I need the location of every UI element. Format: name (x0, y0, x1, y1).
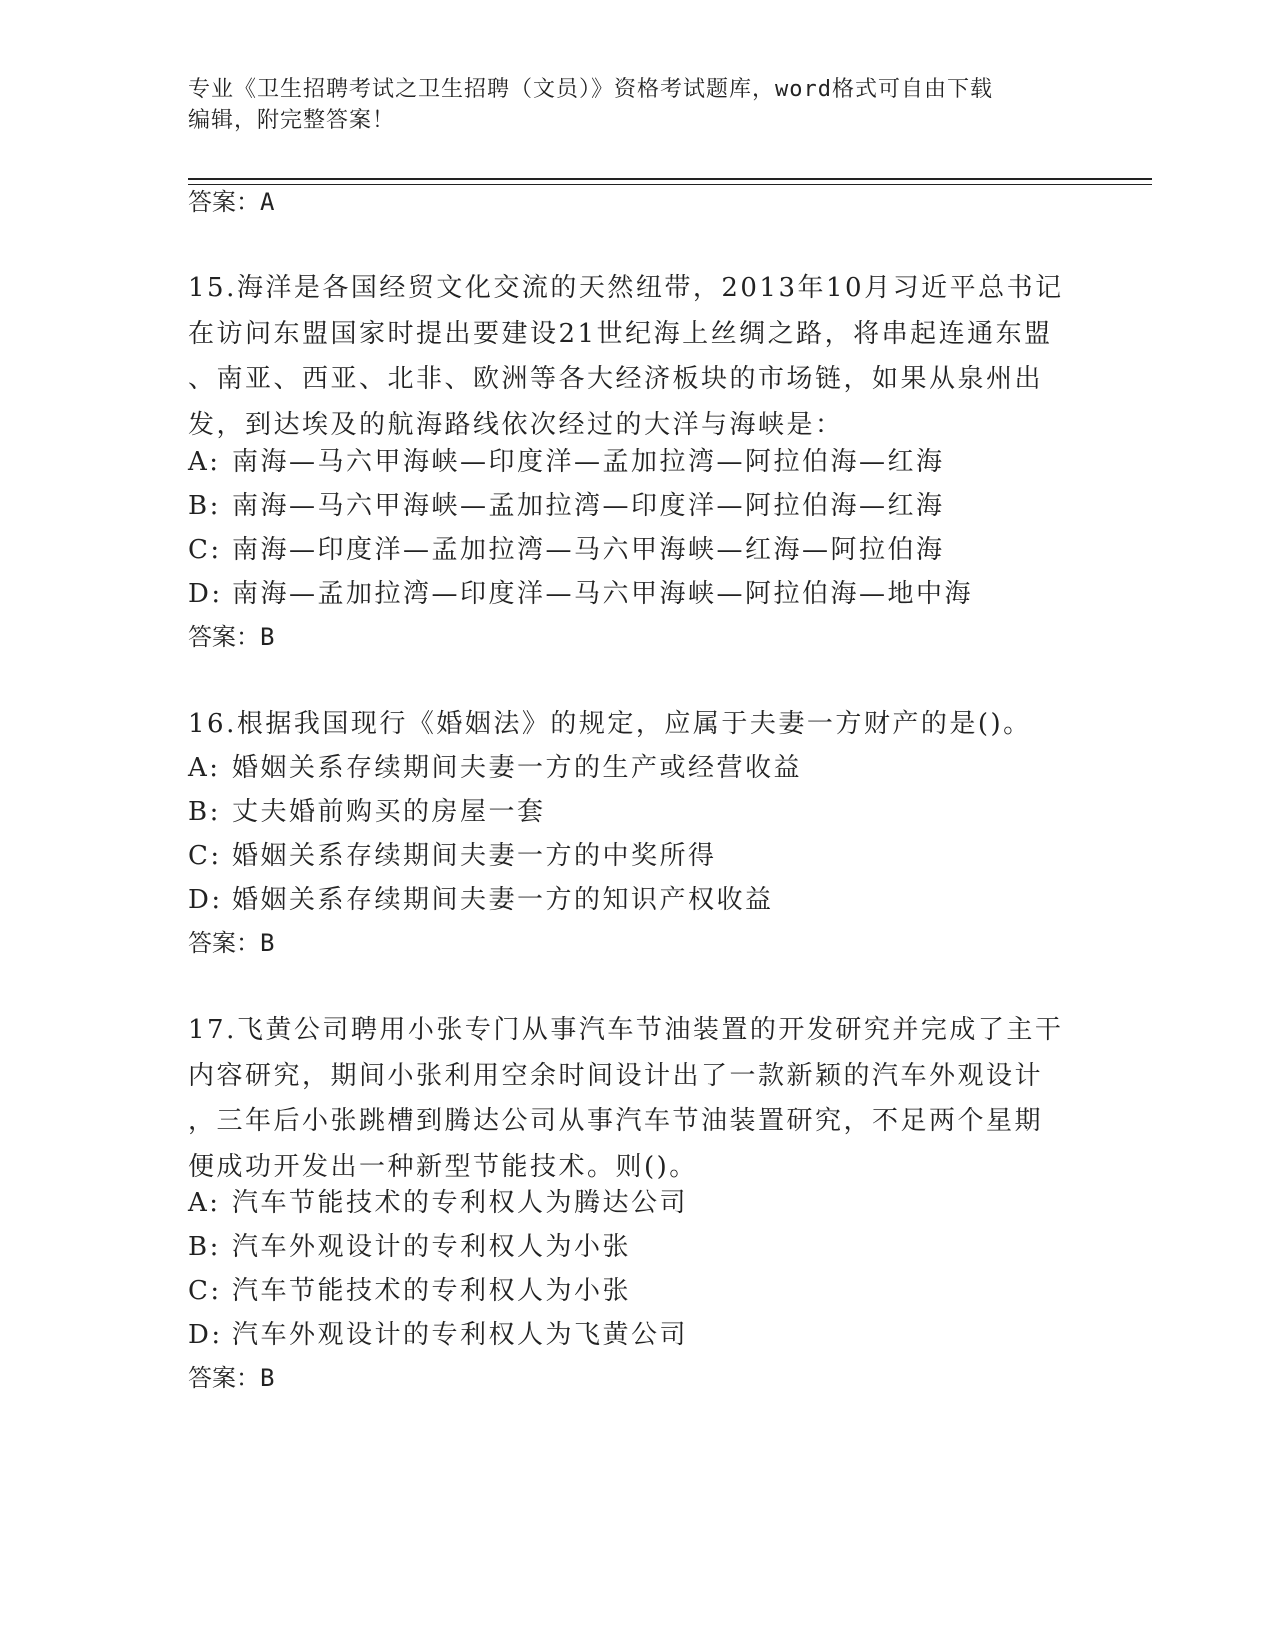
question-15-option-a (188, 446, 945, 478)
answer-14: 答案：A (188, 188, 275, 216)
header-divider (188, 178, 1152, 180)
question-17-line-2: 内容研究，期间小张利用空余时间设计出了一款新颖的汽车外观设计 (188, 1060, 1044, 1091)
option-text: 婚姻关系存续期间夫妻一方的生产或经营收益 (232, 753, 803, 783)
option-text: 汽车外观设计的专利权人为小张 (232, 1232, 632, 1262)
question-17-line-3: ，三年后小张跳槽到腾达公司从事汽车节油装置研究，不足两个星期 (188, 1106, 1044, 1136)
answer-16: 答案：B (188, 929, 275, 957)
option-text: 丈夫婚前购买的房屋一套 (232, 797, 546, 827)
option-letter: B: (188, 491, 221, 521)
header-line-1: 专业《卫生招聘考试之卫生招聘（文员）》资格考试题库，word格式可自由下载 (188, 77, 993, 102)
question-15-line-2: 在访问东盟国家时提出要建设21世纪海上丝绸之路，将串起连通东盟 (188, 318, 1053, 349)
question-17-line-4: 便成功开发出一种新型节能技术。则()。 (188, 1151, 698, 1182)
option-letter: A: (188, 447, 221, 477)
question-16 (188, 702, 1068, 748)
question-16-option-c (188, 840, 717, 872)
option-letter: C: (188, 535, 222, 565)
option-text: 汽车节能技术的专利权人为小张 (232, 1276, 632, 1306)
option-letter: D: (188, 579, 223, 609)
option-text: 南海—印度洋—孟加拉湾—马六甲海峡—红海—阿拉伯海 (232, 535, 945, 565)
question-16-option-a (188, 752, 802, 784)
answer-17: 答案：B (188, 1364, 275, 1392)
option-text: 南海—马六甲海峡—印度洋—孟加拉湾—阿拉伯海—红海 (232, 447, 945, 477)
question-15 (188, 266, 1068, 448)
option-text: 汽车外观设计的专利权人为飞黄公司 (232, 1320, 689, 1350)
question-16-option-b (188, 796, 546, 828)
question-17 (188, 1008, 1068, 1190)
option-text: 汽车节能技术的专利权人为腾达公司 (232, 1188, 689, 1218)
header-line-2: 编辑，附完整答案！ (188, 108, 396, 133)
question-17-option-b (188, 1231, 631, 1263)
question-16-line-1: 16.根据我国现行《婚姻法》的规定，应属于夫妻一方财产的是()。 (188, 709, 1032, 739)
option-text: 婚姻关系存续期间夫妻一方的中奖所得 (232, 841, 717, 871)
answer-15: 答案：B (188, 623, 275, 651)
option-letter: C: (188, 841, 222, 871)
question-15-option-c (188, 534, 945, 566)
option-letter: D: (188, 1320, 223, 1350)
question-15-option-d (188, 578, 973, 610)
option-letter: B: (188, 1232, 221, 1262)
question-17-line-1: 17.飞黄公司聘用小张专门从事汽车节油装置的开发研究并完成了主干 (188, 1015, 1064, 1045)
option-letter: A: (188, 1188, 221, 1218)
option-letter: A: (188, 753, 221, 783)
question-17-option-c (188, 1275, 631, 1307)
header-divider-thin (188, 184, 1152, 185)
question-17-option-d (188, 1319, 688, 1351)
question-16-option-d (188, 884, 774, 916)
question-15-line-3: 、南亚、西亚、北非、欧洲等各大经济板块的市场链，如果从泉州出 (188, 364, 1044, 394)
option-text: 南海—马六甲海峡—孟加拉湾—印度洋—阿拉伯海—红海 (232, 491, 945, 521)
document-header (188, 74, 1068, 136)
question-15-option-b (188, 490, 945, 522)
option-letter: B: (188, 797, 221, 827)
question-17-option-a (188, 1187, 688, 1219)
option-text: 南海—孟加拉湾—印度洋—马六甲海峡—阿拉伯海—地中海 (232, 579, 974, 609)
question-15-line-1: 15.海洋是各国经贸文化交流的天然纽带，2013年10月习近平总书记 (188, 273, 1064, 303)
option-text: 婚姻关系存续期间夫妻一方的知识产权收益 (232, 885, 774, 915)
option-letter: D: (188, 885, 223, 915)
option-letter: C: (188, 1276, 222, 1306)
question-15-line-4: 发，到达埃及的航海路线依次经过的大洋与海峡是： (188, 409, 844, 440)
